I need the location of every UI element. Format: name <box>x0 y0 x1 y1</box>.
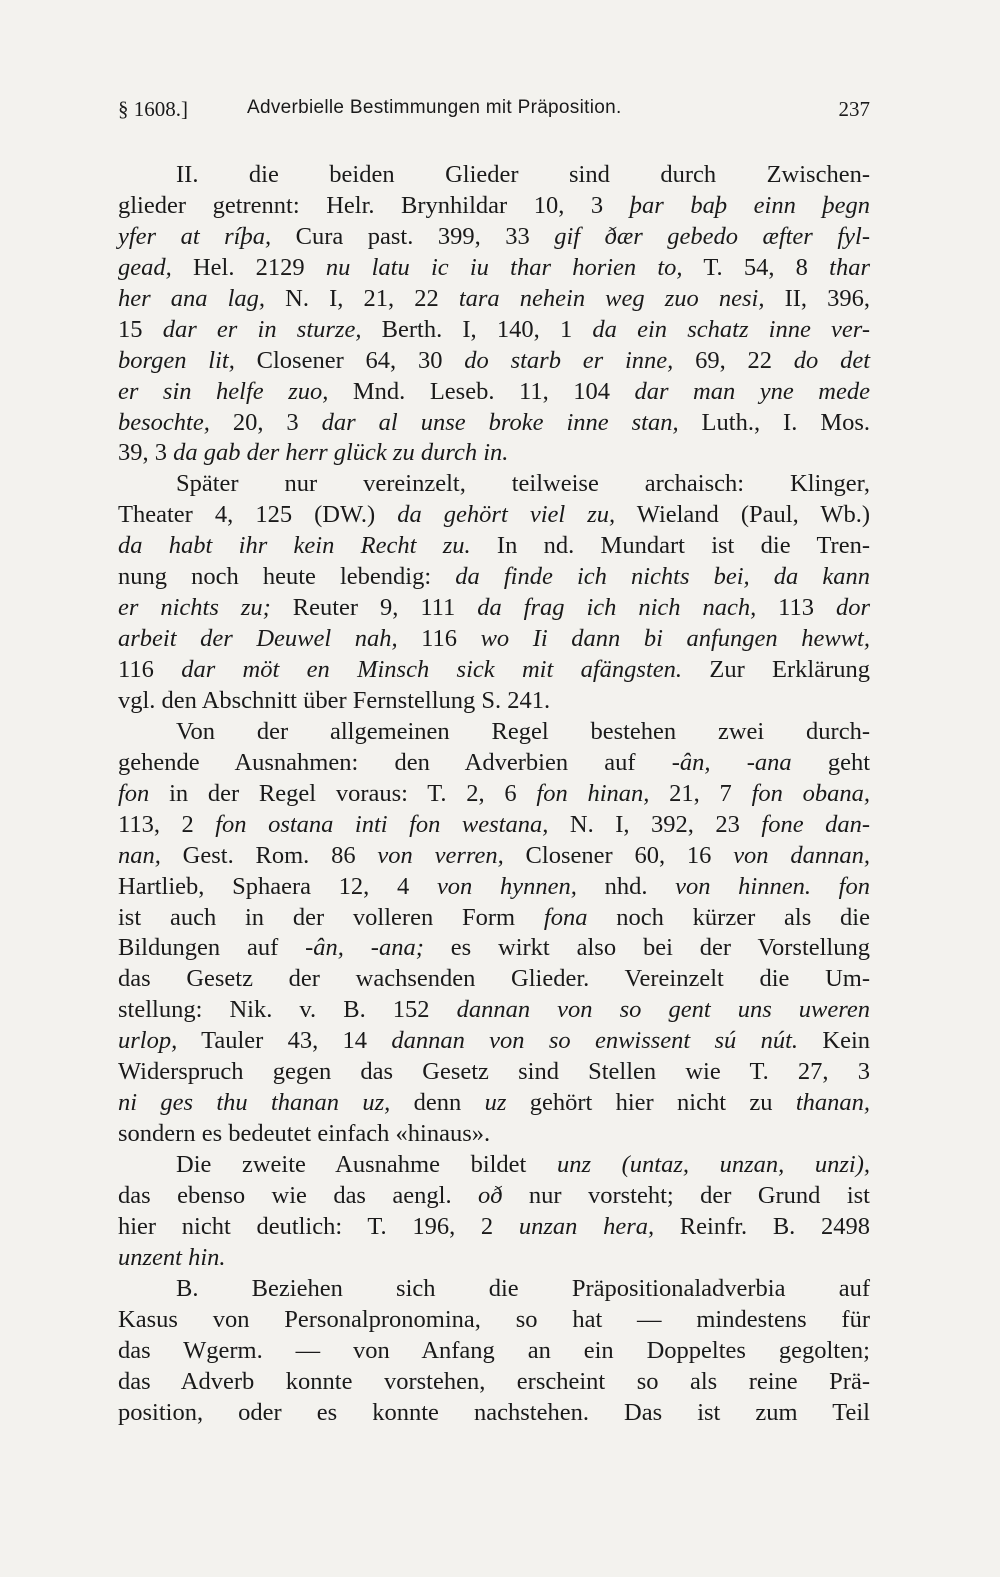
italic-citation: nu latu ic iu thar horien to, <box>325 253 683 281</box>
italic-citation: þar baþ einn þegn <box>629 191 870 219</box>
text-run: Theater 4, 125 (DW.) <box>118 501 398 529</box>
text-line <box>118 160 870 191</box>
text-line <box>118 686 870 717</box>
text-line <box>118 779 870 810</box>
italic-citation: nan, <box>118 841 161 869</box>
italic-citation: unz (untaz, unzan, unzi), <box>556 1151 870 1178</box>
text-run: 39, 3 <box>118 439 174 467</box>
text-run: II, 396, <box>764 284 870 312</box>
text-run: position, oder es konnte nachstehen. Das ist zum Teil <box>118 1398 870 1426</box>
text-run: 116 <box>397 625 481 653</box>
text-line <box>118 346 870 377</box>
text-run: Wieland (Paul, Wb.) <box>615 501 870 529</box>
body-text <box>118 160 870 1428</box>
text-run: T. 54, 8 <box>682 253 830 281</box>
italic-citation: thar <box>829 253 870 281</box>
text-run: das Adverb konnte vorstehen, erscheint so als reine Prä- <box>118 1367 870 1395</box>
italic-citation: da habt ihr kein Recht zu. <box>118 532 471 560</box>
text-line <box>118 1336 870 1367</box>
text-run: Widerspruch gegen das Gesetz sind Stellen wie T. 27, 3 <box>118 1058 870 1086</box>
text-run: vgl. den Abschnitt über Fernstellung S. 241. <box>118 686 551 714</box>
text-line <box>118 1057 870 1088</box>
text-line <box>118 841 870 872</box>
text-run: das Gesetz der wachsenden Glieder. Vereinzelt die Um- <box>118 965 870 993</box>
text-run: Gest. Rom. 86 <box>160 841 378 869</box>
italic-citation: do det <box>793 346 871 374</box>
running-title: Adverbielle Bestimmungen mit Präposition. <box>247 97 622 118</box>
text-line <box>118 1026 870 1057</box>
text-line <box>118 1274 870 1305</box>
italic-citation: ni ges thu thanan uz, <box>118 1089 391 1117</box>
text-line <box>118 748 870 779</box>
italic-citation: fon obana, <box>751 779 870 807</box>
text-line <box>118 903 870 934</box>
italic-citation: unzan hera, <box>518 1212 655 1240</box>
text-run: Kein <box>798 1027 870 1055</box>
text-run: ist auch in der volleren Form <box>118 903 544 931</box>
text-line <box>118 593 870 624</box>
italic-citation: von hynnen, <box>436 872 577 900</box>
text-line <box>118 253 870 284</box>
italic-citation: tara nehein weg zuo nesi, <box>458 284 765 312</box>
text-run: denn <box>390 1089 485 1117</box>
text-line <box>118 933 870 964</box>
text-run: nhd. <box>576 872 676 900</box>
italic-citation: da finde ich nichts bei, da kann <box>455 563 870 591</box>
text-line <box>118 655 870 686</box>
text-run: 113 <box>756 594 836 622</box>
text-line <box>118 1119 870 1150</box>
text-run: 113, 2 <box>118 810 216 838</box>
text-line <box>118 717 870 748</box>
text-run: 116 <box>118 656 182 683</box>
italic-citation: von hinnen. fon <box>675 872 870 900</box>
text-run: Zur Erklärung <box>682 656 871 683</box>
text-line <box>118 964 870 995</box>
text-line <box>118 624 870 655</box>
text-run: sondern es bedeutet einfach «hinaus». <box>118 1120 491 1148</box>
text-run: 69, 22 <box>673 346 794 374</box>
italic-citation: gif ðær gebedo æfter fyl- <box>554 222 870 250</box>
italic-citation: thanan, <box>795 1089 870 1117</box>
text-run: Closener 64, 30 <box>234 346 465 374</box>
text-run: noch kürzer als die <box>587 903 870 931</box>
italic-citation: von dannan, <box>733 841 870 869</box>
text-line <box>118 438 870 469</box>
italic-citation: dar möt en Minsch sick mit afängsten. <box>181 656 683 683</box>
text-run: 20, 3 <box>209 408 322 436</box>
text-run: stellung: Nik. v. B. 152 <box>118 996 457 1024</box>
text-run: Reuter 9, 111 <box>270 594 478 622</box>
italic-citation: unzent hin. <box>118 1243 226 1271</box>
text-line <box>118 284 870 315</box>
text-line <box>118 315 870 346</box>
text-run: B. Beziehen sich die Präpositionaladverbia auf <box>176 1274 870 1302</box>
text-run: das ebenso wie das aengl. <box>118 1181 478 1209</box>
text-run: N. I, 392, 23 <box>548 810 762 838</box>
text-run: Hel. 2129 <box>171 253 326 281</box>
section-reference: § 1608.] <box>118 97 188 121</box>
text-run: gehört hier nicht zu <box>506 1089 796 1117</box>
text-run: Closener 60, 16 <box>503 841 734 869</box>
text-run: Luth., I. Mos. <box>678 408 871 436</box>
text-run: nung noch heute lebendig: <box>118 563 456 591</box>
text-line <box>118 1088 870 1119</box>
italic-citation: dar al unse broke inne stan, <box>321 408 679 436</box>
text-run: nur vorsteht; der Grund ist <box>502 1181 870 1209</box>
text-run: Hartlieb, Sphaera 12, 4 <box>118 872 437 900</box>
italic-citation: da gab der herr glück zu durch in. <box>173 439 509 467</box>
text-line <box>118 500 870 531</box>
italic-citation: borgen lit, <box>118 346 235 374</box>
page-number: 237 <box>838 97 870 121</box>
italic-citation: fon hinan, <box>536 779 650 807</box>
text-line <box>118 1181 870 1212</box>
italic-citation: er nichts zu; <box>118 594 271 622</box>
text-run: gehende Ausnahmen: den Adverbien auf <box>118 748 672 776</box>
text-line <box>118 222 870 253</box>
italic-citation: arbeit der Deuwel nah, <box>118 625 398 653</box>
text-run: Später nur vereinzelt, teilweise archaisch: Klinger, <box>176 470 870 498</box>
text-run: Tauler 43, 14 <box>177 1027 392 1055</box>
italic-citation: da ein schatz inne ver- <box>592 315 870 343</box>
italic-citation: dar man yne mede <box>634 377 870 405</box>
italic-citation: dannan von so gent uns uweren <box>456 996 871 1024</box>
italic-citation: yfer at ríþa, <box>118 222 272 250</box>
italic-citation: uz <box>484 1089 507 1117</box>
text-line <box>118 810 870 841</box>
text-line <box>118 1243 870 1274</box>
text-line <box>118 531 870 562</box>
text-line <box>118 995 870 1026</box>
text-run: glieder getrennt: Helr. Brynhildar 10, 3 <box>118 191 630 219</box>
text-line <box>118 191 870 222</box>
italic-citation: do starb er inne, <box>464 346 674 374</box>
italic-citation: -ân, -ana <box>671 748 792 776</box>
text-run: 15 <box>118 315 163 343</box>
text-line <box>118 562 870 593</box>
text-run: hier nicht deutlich: T. 196, 2 <box>118 1212 519 1240</box>
text-run: Von der allgemeinen Regel bestehen zwei durch- <box>176 717 870 745</box>
text-line <box>118 1305 870 1336</box>
text-run: in der Regel voraus: T. 2, 6 <box>149 779 537 807</box>
text-run: Berth. I, 140, 1 <box>361 315 593 343</box>
italic-citation: besochte, <box>118 408 210 436</box>
italic-citation: dor <box>835 594 871 622</box>
text-line <box>118 1398 870 1429</box>
italic-citation: fon <box>118 779 150 807</box>
text-run: Reinfr. B. 2498 <box>654 1212 870 1240</box>
italic-citation: dar er in sturze, <box>162 315 362 343</box>
text-run: geht <box>791 748 871 776</box>
text-run: es wirkt also bei der Vorstellung <box>423 934 870 962</box>
text-run: In nd. Mundart ist die Tren- <box>470 532 870 560</box>
text-line <box>118 872 870 903</box>
text-line <box>118 377 870 408</box>
text-run: II. die beiden Glieder sind durch Zwischen- <box>176 161 870 188</box>
italic-citation: gead, <box>118 253 172 281</box>
text-run: Bildungen auf <box>118 934 306 962</box>
running-head <box>118 97 870 129</box>
italic-citation: her ana lag, <box>118 284 266 312</box>
text-run: Kasus von Personalpronomina, so hat — mindestens für <box>118 1305 870 1333</box>
text-run: das Wgerm. — von Anfang an ein Doppeltes gegolten; <box>118 1336 870 1364</box>
italic-citation: urlop, <box>118 1027 178 1055</box>
italic-citation: fon ostana inti fon westana, <box>215 810 549 838</box>
text-line <box>118 1150 870 1181</box>
italic-citation: von verren, <box>377 841 504 869</box>
italic-citation: er sin helfe zuo, <box>118 377 329 405</box>
text-run: Cura past. 399, 33 <box>271 222 555 250</box>
text-line <box>118 1367 870 1398</box>
italic-citation: da frag ich nich nach, <box>477 594 757 622</box>
text-run: Die zweite Ausnahme bildet <box>176 1151 557 1178</box>
italic-citation: dannan von so enwissent sú nút. <box>391 1027 799 1055</box>
italic-citation: fone dan- <box>761 810 871 838</box>
text-line <box>118 408 870 439</box>
text-line <box>118 469 870 500</box>
italic-citation: -ân, -ana; <box>305 934 424 962</box>
text-run: N. I, 21, 22 <box>265 284 459 312</box>
text-line <box>118 1212 870 1243</box>
text-run: Mnd. Leseb. 11, 104 <box>328 377 635 405</box>
italic-citation: da gehört viel zu, <box>397 501 616 529</box>
italic-citation: wo Ii dann bi anfungen hewwt, <box>480 625 870 653</box>
text-run: 21, 7 <box>649 779 752 807</box>
italic-citation: fona <box>543 903 588 931</box>
italic-citation: oð <box>477 1181 503 1209</box>
